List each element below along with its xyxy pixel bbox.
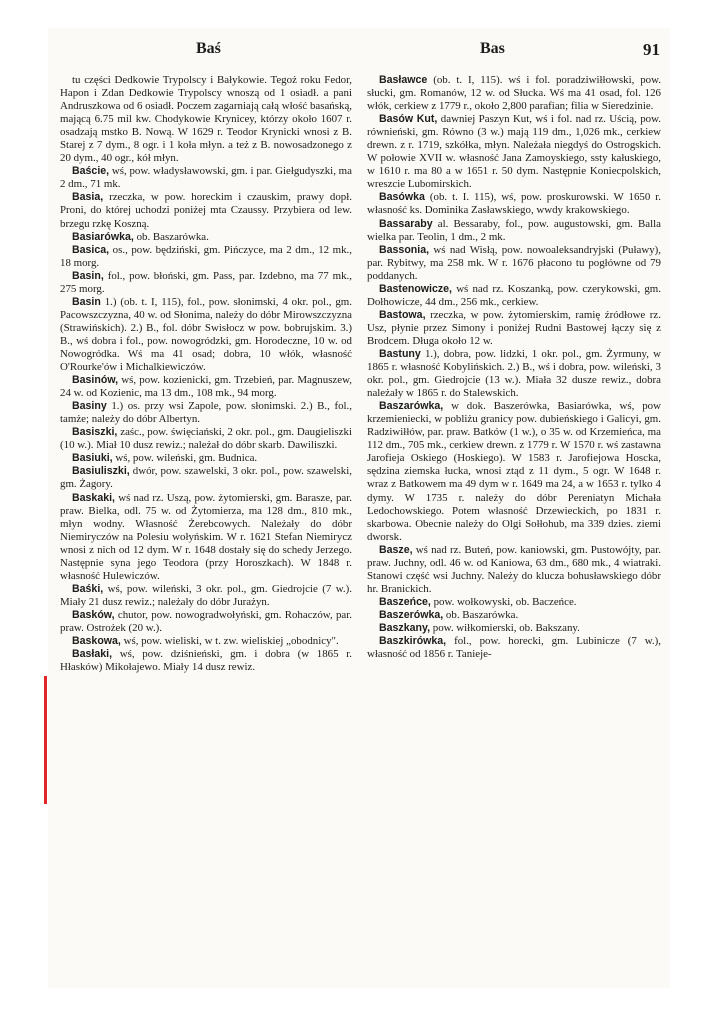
entry-headword: Basiszki, xyxy=(72,426,118,439)
entry-text: pow. wołkowyski, ob. Baczeńce. xyxy=(433,595,577,608)
dictionary-entry xyxy=(60,270,352,296)
dictionary-entry xyxy=(367,348,661,400)
dictionary-entry xyxy=(60,635,352,648)
entry-text: fol., pow. błoński, gm. Pass, par. Izdebno, ma 77 mk., 275 morg. xyxy=(60,269,352,295)
entry-headword: Basica, xyxy=(72,243,110,256)
entry-text: zaśc., pow. święciański, 2 okr. pol., gm. Daugieliszki (10 w.). Miał 10 dusz rewiz.; należał do dóbr skarb. Dawiliszki. xyxy=(60,426,352,452)
entry-text: wś nad rz. Koszanką, pow. czerykowski, gm. Dołhowicze, 44 dm., 256 mk., cerkiew. xyxy=(367,282,661,308)
entry-text: rzeczka, w pow. horeckim i czauskim, prawy dopł. Proni, do której uchodzi poniżej mta Czaussy. Przybiera od lew. brzegu rzkę Koszną. xyxy=(60,191,352,230)
entry-headword: Baskaki, xyxy=(72,491,115,504)
dictionary-entry xyxy=(60,465,352,491)
entry-headword: Baszkirówka, xyxy=(379,635,447,648)
dictionary-entry xyxy=(367,544,661,596)
dictionary-entry xyxy=(367,283,661,309)
entry-text: w dok. Baszerówka, Basiarówka, wś, pow krzemieniecki, w pobliżu granicy pow. dubieńskiego i Galicyi, gm. Radziwiłłów, par. praw. Batków (1 w.), o 35 w. od Krzemieńca, ma 112 dm., 705 mk., cerkiew drewn. z 1779 r. W 1570 r. wś zastawna Jarofieja Oskiego (Hoskiego). W 1583 r. Jarofiejowa Hoscka, sędzina ziemska łucka, wnosi ztąd z 11 dym., 5 ogr. W 1648 r. wraz z Batkowem ma 49 dym w r. 1649 ma 24, a w 1653 r. tylko 4 dymy. W 1735 r. należy do dóbr Pereniatyn Michała Ledochowskiego. Potem własność Drzewieckich, po 1831 r. skarbowa. Obecnie należy do Olgi Sołłohub, ma 339 dzies. ziemi dworsk. xyxy=(367,400,661,543)
entry-headword: Basiuki, xyxy=(72,452,113,465)
dictionary-entry xyxy=(60,244,352,270)
entry-text: ob. Baszarówka. xyxy=(136,230,209,243)
dictionary-entry xyxy=(367,400,661,544)
dictionary-entry xyxy=(367,74,661,113)
entry-headword: Baskowa, xyxy=(72,635,121,648)
entry-headword: Bastenowicze, xyxy=(379,282,453,295)
entry-text: 1.) os. przy wsi Zapole, pow. słonimski. 2.) B., fol., tamże; należy do dóbr Albertyn. xyxy=(60,400,352,426)
page-header xyxy=(48,40,670,62)
entry-headword: Basinów, xyxy=(72,374,119,387)
margin-marker xyxy=(44,676,47,804)
entry-headword: Basłaki, xyxy=(72,648,113,661)
dictionary-entry xyxy=(367,635,661,661)
entry-text: wś, pow. dziśnieński, gm. i dobra (w 1865 r. Hłasków) Mikołajewo. Miały 14 dusz rewiz. xyxy=(60,648,352,674)
running-head-right: Bas xyxy=(480,40,505,57)
dictionary-entry xyxy=(60,374,352,400)
dictionary-entry xyxy=(367,218,661,244)
entry-headword: Basków, xyxy=(72,608,115,621)
entry-text: (ob. t. I. 115), wś, pow. proskurowski. W 1650 r. własność ks. Dominika Zasławskiego, wwdy krakowskiego. xyxy=(367,191,661,217)
entry-headword: Baszarówka, xyxy=(379,400,444,413)
dictionary-entry xyxy=(60,400,352,426)
entry-text: rzeczka, w pow. żytomierskim, ramię źródłowe rz. Usz, płynie przez Simony i poniżej Rudni Bastowej łączy się z Brodcem. Długa około 12 w. xyxy=(367,308,661,347)
entry-text: dwór, pow. szawelski, 3 okr. pol., pow. szawelski, gm. Żagory. xyxy=(60,465,352,491)
page-number: 91 xyxy=(643,40,660,59)
entry-text: al. Bessaraby, fol., pow. augustowski, gm. Balla wielka par. Teolin, 1 dm., 2 mk. xyxy=(367,217,661,243)
dictionary-page xyxy=(48,28,670,988)
entry-text: wś, pow. wieliski, w t. zw. wieliskiej „obodnicy". xyxy=(123,635,339,648)
left-column xyxy=(60,74,352,674)
dictionary-entry xyxy=(60,492,352,583)
entry-text: 1.) (ob. t. I, 115), fol., pow. słonimski, 4 okr. pol., gm. Pacowszczyzna, 40 w. od Słonima, należy do dóbr Mirowszczyzna (Strawińskich). 2.) B., fol. dóbr Swisłocz w pow. bobrujskim. 3.) B., wś dobra i fol., pow. nowogródzki, gm. Horodeczne, 10 w. od Nowogródka. Wś ma 41 osad; dobra, 10 włók, własność O'Rourke'ów i Michalkiewiczów. xyxy=(60,295,352,374)
entry-text: wś nad rz. Buteń, pow. kaniowski, gm. Pustowójty, par. praw. Juchny, odl. 46 w. od Kaniowa, 63 dm., 680 mk., 4 wiatraki. Stanowi część wsi Juchny. Należy do klucza bohusławskiego dóbr hr. Branickich. xyxy=(367,543,661,595)
entry-headword: Baszerówka, xyxy=(379,608,444,621)
entry-headword: Bassonia, xyxy=(379,243,430,256)
entry-headword: Bastuny xyxy=(379,347,421,360)
dictionary-entry xyxy=(60,648,352,674)
entry-headword: Basławce xyxy=(379,74,428,86)
dictionary-entry xyxy=(60,74,352,165)
entry-text: (ob. t. I, 115). wś i fol. poradziwiłłowski, pow. słucki, gm. Romanów, 12 w. od Słucka. Wś ma 41 osad, fol. 126 włók, cerkiew z 1779 r., około 2,800 parafian; filia w Sieredzinie. xyxy=(367,74,661,113)
dictionary-entry xyxy=(60,426,352,452)
dictionary-entry xyxy=(60,191,352,230)
entry-text: dawniej Paszyn Kut, wś i fol. nad rz. Uścią, pow. równieński, gm. Równo (3 w.) mają 119 dm., 1,026 mk., cerkiew drewn. z r. 1719, szkółka, młyn. Należała niegdyś do Ostrogskich. W połowie XVII w. własność Jana Zamoyskiego, ssty kałuskiego, w 1610 r. ma 80 a w 1651 r. 50 dym. Następnie Koniecpolskich, wreszcie Lubomirskich. xyxy=(367,113,661,191)
dictionary-entry xyxy=(60,583,352,609)
entry-headword: Basiarówka, xyxy=(72,230,134,243)
entry-headword: Basiny xyxy=(72,400,107,413)
entry-headword: Baście, xyxy=(72,165,110,178)
entry-headword: Basin, xyxy=(72,269,104,282)
entry-text: chutor, pow. nowogradwołyński, gm. Rohaczów, par. praw. Ostrożek (20 w.). xyxy=(60,608,352,634)
entry-headword: Bastowa, xyxy=(379,308,426,321)
dictionary-entry xyxy=(60,609,352,635)
entry-text: wś nad rz. Uszą, pow. żytomierski, gm. Barasze, par. praw. Bielka, odl. 75 w. od Żytomierza, ma 128 dm., 810 mk., młyn wodny. Własność Żerebcowych. Należały do dóbr Niemiryczów na Polesiu wołyńskim. W r. 1621 Stefan Niemirycz wnosi z nich od 12 dym. W r. 1648 dostały się do schedy Jerzego. Następnie syna jego Teodora (przy Horoszkach). W 1848 r. własność Hulewiczów. xyxy=(60,491,352,582)
dictionary-entry xyxy=(60,296,352,374)
entry-headword: Basze, xyxy=(379,543,413,556)
entry-text: ob. Baszarówka. xyxy=(445,608,519,621)
entry-text: wś, pow. kozienicki, gm. Trzebień, par. Magnuszew, 24 w. od Kozienic, ma 13 dm., 108 mk., 94 morg. xyxy=(60,374,352,400)
dictionary-entry xyxy=(367,309,661,348)
entry-headword: Basiuliszki, xyxy=(72,465,130,478)
dictionary-entry xyxy=(367,596,661,609)
right-column xyxy=(367,74,661,661)
entry-headword: Baśki, xyxy=(72,582,104,595)
entry-headword: Basin xyxy=(72,295,101,308)
dictionary-entry xyxy=(367,622,661,635)
entry-text: os., pow. będziński, gm. Pińczyce, ma 2 dm., 12 mk., 18 morg. xyxy=(60,243,352,269)
dictionary-entry xyxy=(367,191,661,217)
dictionary-entry xyxy=(367,609,661,622)
entry-text: fol., pow. horecki, gm. Lubinicze (7 w.), własność od 1856 r. Tanieje- xyxy=(367,635,661,661)
entry-text: wś, pow. wileński, gm. Budnica. xyxy=(115,452,258,465)
entry-text: wś, pow. wileński, 3 okr. pol., gm. Giedrojcie (7 w.). Miały 21 dusz rewiz.; należały do dóbr Jurażyn. xyxy=(60,582,352,608)
entry-headword: Basów Kut, xyxy=(379,113,438,126)
dictionary-entry xyxy=(60,452,352,465)
dictionary-entry xyxy=(367,244,661,283)
running-head-left: Baś xyxy=(196,40,221,57)
entry-headword: Basia, xyxy=(72,191,104,204)
entry-text: wś nad Wisłą, pow. nowoaleksandryjski (Puławy), par. Rybitwy, ma 258 mk. W r. 1676 płacono tu pogłówne od 79 poddanych. xyxy=(367,243,661,282)
entry-headword: Basówka xyxy=(379,191,425,204)
entry-text: wś, pow. władysławowski, gm. i par. Giełgudyszki, ma 2 dm., 71 mk. xyxy=(60,165,352,191)
entry-headword: Baszeńce, xyxy=(379,595,431,608)
dictionary-entry xyxy=(60,231,352,244)
entry-text: tu części Dedkowie Trypolscy i Bałykowie. Tegoż roku Fedor, Hapon i Zdan Dedkowie Trypolscy wnoszą od 1 osiadł. a pani Andruszkowa od 6 osiadł. Poczem zagarniają całą włość basańską, mającą 6.75 mil kw. Chodykowie Krynicey, którzy około 1607 r. osadzają mstko B. Nową. W 1629 r. Teodor Krynicki wnosi z B. Starej z 7 dym., 8 ogr. i 1 koła młyn. a też z B. nowosadzonego z 20 dym., 40 ogr., kół młyn. xyxy=(60,74,352,165)
entry-headword: Baszkany, xyxy=(379,621,431,634)
entry-headword: Bassaraby xyxy=(379,217,433,230)
dictionary-entry xyxy=(367,113,661,191)
dictionary-entry xyxy=(60,165,352,191)
entry-text: 1.), dobra, pow. lidzki, 1 okr. pol., gm. Żyrmuny, w 1865 r. własność Kobylińskich. 2.) B., wś i dobra, pow. wileński, 3 okr. pol., gm. Giedrojcie (13 w.). Miała 32 dusze rewiz., dobra należały w 1865 r. do Stalewskich. xyxy=(367,347,661,400)
entry-text: pow. wiłkomierski, ob. Bakszany. xyxy=(432,621,580,634)
